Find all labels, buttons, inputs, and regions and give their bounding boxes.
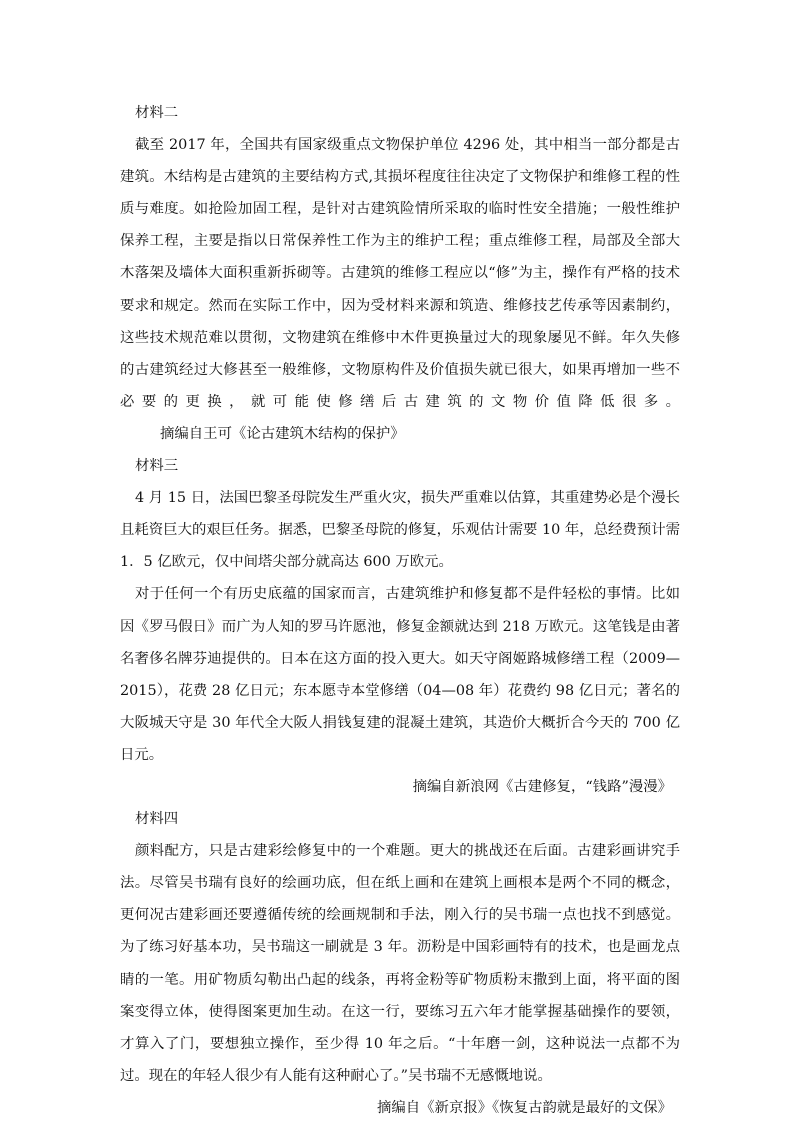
material-four-paragraph: 颜料配方，只是古建彩绘修复中的一个难题。更大的挑战还在后面。古建彩画讲究手法。尽管吴书瑞有良好的绘画功底，但在纸上画和在建筑上画根本是两个不同的概念，更何况古建彩画还要遵循传统的绘画规制和手法，刚入行的吴书瑞一点也找不到感觉。为了练习好基本功，吴书瑞这一刷就是 3 年。沥粉是中国彩画特有的技术，也是画龙点睛的一笔。用矿物质勾勒出凸起的线条，再将金粉等矿物质粉末撒到上面，将平面的图案变得立体，使得图案更加生动。在这一行，要练习五六年才能掌握基础操作的要领，才算入了门，要想独立操作，至少得 10 年之后。“十年磨一剑，这种说法一点都不为过。现在的年轻人很少有人能有这种耐心了。”吴书瑞不无感慨地说。 bbox=[120, 843, 680, 1084]
material-two-paragraph bbox=[120, 129, 680, 450]
material-three-paragraph-1: 4 月 15 日，法国巴黎圣母院发生严重火灾，损失严重难以估算，其重建势必是个漫长且耗资巨大的艰巨任务。据悉，巴黎圣母院的修复，乐观估计需要 10 年，总经费预计需 1．5 亿欧元，仅中间塔尖部分就高达 600 万欧元。 bbox=[120, 490, 680, 571]
material-four-heading: 材料四 bbox=[135, 811, 179, 828]
material-two-heading: 材料二 bbox=[135, 105, 179, 121]
document-body bbox=[120, 97, 680, 1124]
material-three-heading: 材料三 bbox=[135, 458, 179, 475]
material-three-source: 摘编自新浪网《古建修复，“钱路”漫漫》 bbox=[412, 778, 672, 795]
material-four-source: 摘编自《新京报》《恢复古韵就是最好的文保》 bbox=[376, 1099, 672, 1116]
material-two-text: 截至 2017 年，全国共有国家级重点文物保护单位 4296 处，其中相当一部分都是古建筑。木结构是古建筑的主要结构方式,其损坏程度往往决定了文物保护和维修工程的性质与难度。如抢险加固工程，是针对古建筑险情所采取的临时性安全措施；一般性维护保养工程，主要是指以日常保养性工作为主的维护工程；重点维修工程，局部及全部大木落架及墙体大面积重新拆砌等。古建筑的维修工程应以“修”为主，操作有严格的技术要求和规定。然而在实际工作中，因为受材料来源和筑造、维修技艺传承等因素制约，这些技术规范难以贯彻，文物建筑在维修中木件更换量过大的现象屡见不鲜。年久失修的古建筑经过大修甚至一般维修，文物原构件及价值损失就已很大，如果再增加一些不必要的更换，就可能使修缮后古建筑的文物价值降低很多。 bbox=[120, 137, 680, 410]
material-three-paragraph-2: 对于任何一个有历史底蕴的国家而言，古建筑维护和修复都不是件轻松的事情。比如因《罗马假日》而广为人知的罗马许愿池，修复金额就达到 218 万欧元。这笔钱是由著名奢侈名牌芬迪提供的。日本在这方面的投入更大。如天守阁姬路城修缮工程（2009—2015），花费 28 亿日元；东本愿寺本堂修缮（04—08 年）花费约 98 亿日元；著名的大阪城天守是 30 年代全大阪人捐钱复建的混凝土建筑，其造价大概折合今天的 700 亿日元。 bbox=[120, 586, 680, 763]
material-two-source: 摘编自王可《论古建筑木结构的保护》 bbox=[160, 425, 405, 442]
